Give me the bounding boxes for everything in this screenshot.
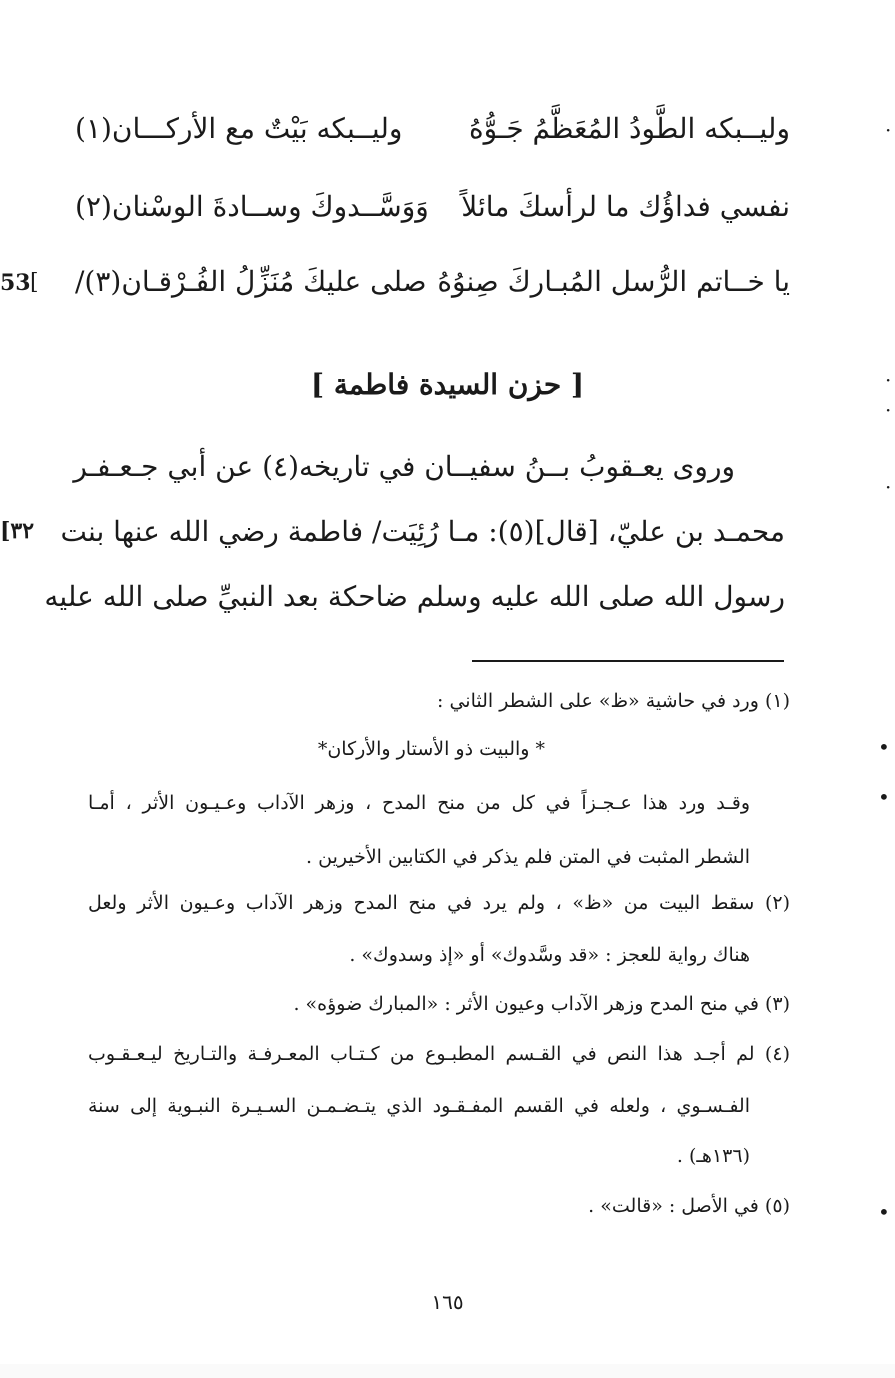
- margin-ref-53: 53: [0, 270, 31, 296]
- margin-ref-bracket: [: [30, 270, 39, 295]
- edge-mark: •: [878, 735, 890, 759]
- verse-1-first-hemistich: وليــبكه الطَّودُ المُعَظَّمُ جَـوُّهُ: [468, 112, 790, 145]
- edge-mark: ·: [885, 118, 892, 142]
- paragraph-line-1: وروى يعـقوبُ بــنُ سفيــان في تاريخه(٤) عن أبي جـعـفـر: [73, 450, 735, 483]
- footnote-1-line-1: (١) ورد في حاشية «ظ» على الشطر الثاني :: [437, 690, 790, 712]
- edge-mark: •: [878, 1200, 890, 1224]
- scan-bottom-edge: [0, 1364, 895, 1378]
- footnote-1-line-2: وقـد ورد هذا عـجـزاً في كل من منح المدح ، وزهر الآداب وعـيـون الأثر ، أمـا: [88, 792, 750, 814]
- poem-verse-2: [60, 190, 790, 250]
- verse-1-second-hemistich: وليــبكه بَيْتٌ مع الأركـــان(١): [75, 112, 403, 145]
- footnote-2-line-2: هناك رواية للعجز : «قد وسَّدوك» أو «إذ وسدوك» .: [349, 944, 750, 966]
- paragraph-line-3: رسول الله صلى الله عليه وسلم ضاحكة بعد النبيِّ صلى الله عليه: [44, 580, 785, 613]
- footnote-4-line-2: الفـسـوي ، ولعله في القسم المفـقـود الذي يتـضـمـن السـيـرة النبـوية إلى سنة: [88, 1095, 750, 1117]
- footnote-4-line-3: (١٣٦هـ) .: [676, 1145, 750, 1167]
- page-number: ١٦٥: [431, 1290, 464, 1314]
- poem-verse-1: [60, 112, 790, 172]
- edge-mark: ·: [885, 475, 892, 499]
- footnote-2-line-1: (٢) سقط البيت من «ظ» ، ولم يرد في منح المدح وزهر الآداب وعـيون الأثر ولعل: [88, 892, 790, 914]
- verse-3-second-hemistich: صلى عليكَ مُنَزِّلُ الفُـرْقـان(٣)/: [75, 265, 427, 298]
- section-title: [ حزن السيدة فاطمة ]: [310, 368, 585, 401]
- footnote-1-verse: * والبيت ذو الأستار والأركان*: [317, 738, 545, 760]
- footnote-1-line-3: الشطر المثبت في المتن فلم يذكر في الكتابين الأخيرين .: [306, 846, 750, 868]
- footnote-5: (٥) في الأصل : «قالت» .: [588, 1195, 790, 1217]
- verse-2-first-hemistich: نفسي فداؤُك ما لرأسكَ مائلاً: [461, 190, 790, 223]
- edge-mark: ·: [885, 398, 892, 422]
- footnote-3: (٣) في منح المدح وزهر الآداب وعيون الأثر : «المبارك ضوؤه» .: [293, 993, 790, 1015]
- poem-verse-3: [60, 265, 790, 325]
- margin-ref-32: [٣٢: [0, 518, 35, 544]
- verse-2-second-hemistich: وَوَسَّــدوكَ وســادةَ الوسْنان(٢): [75, 190, 429, 223]
- footnote-4-line-1: (٤) لم أجـد هذا النص في القـسم المطبـوع من كـتـاب المعـرفـة والتـاريخ ليـعـقـوب: [88, 1043, 790, 1065]
- edge-mark: ·: [885, 368, 892, 392]
- verse-3-first-hemistich: يا خــاتم الرُّسل المُبـاركَ صِنوُهُ: [437, 265, 790, 298]
- edge-mark: •: [878, 785, 890, 809]
- footnote-separator: [472, 660, 784, 662]
- paragraph-line-2: محمـد بن عليّ، [قال](٥): مـا رُئِيَت/ فاطمة رضي الله عنها بنت: [60, 515, 785, 548]
